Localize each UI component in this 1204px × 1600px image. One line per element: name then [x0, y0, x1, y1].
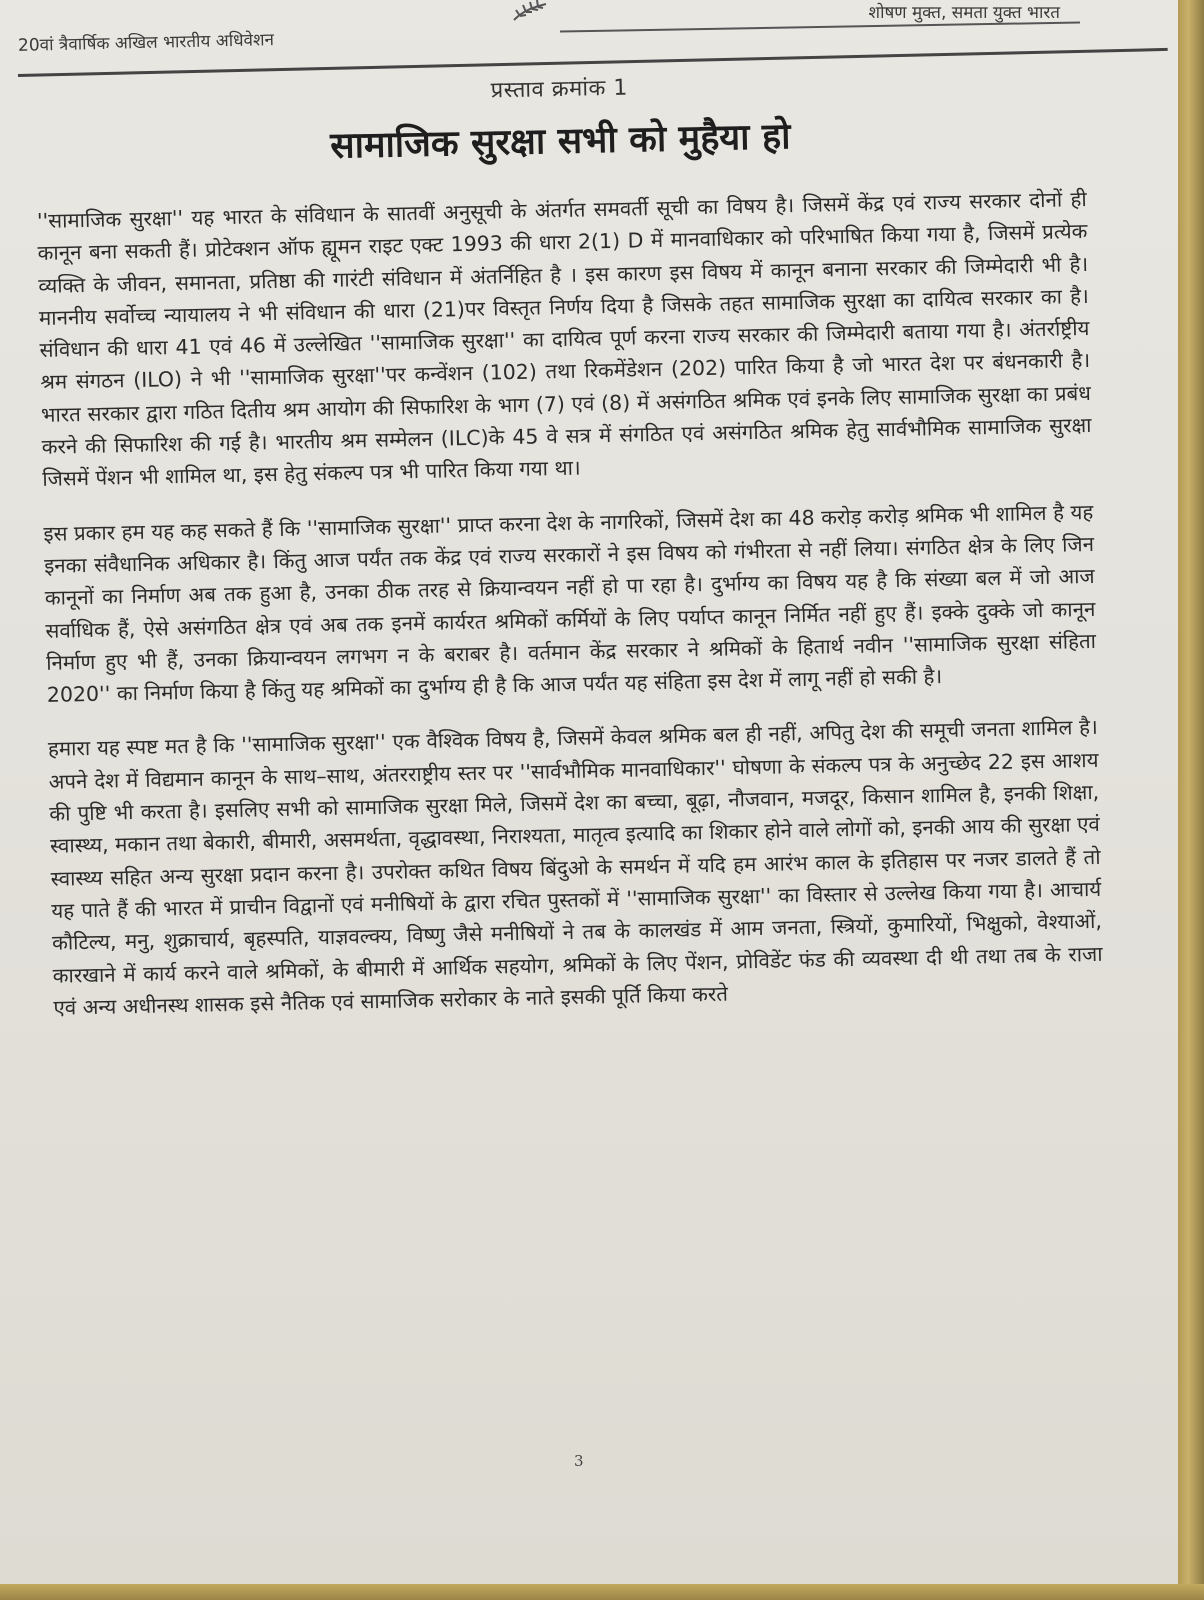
slogan: शोषण मुक्त, समता युक्त भारत [868, 3, 1060, 23]
page-content [34, 58, 1104, 1046]
paragraph: ''सामाजिक सुरक्षा'' यह भारत के संविधान के सातवीं अनुसूची के अंतर्गत समवर्ती सूची का विषय है। जिसमें केंद्र एवं राज्य सरकार दोनों ही कानून बना सकती हैं। प्रोटेक्शन ऑफ ह्यूमन राइट एक्ट 1993 की धारा 2(1) D में मानवाधिकार को परिभाषित किया गया है, जिसमें प्रत्येक व्यक्ति के जीवन, समानता, प्रतिष्ठा की गारंटी संविधान में अंतर्निहित है । इस कारण इस विषय में कानून बनाना सरकार की जिम्मेदारी भी है। माननीय सर्वोच्च न्यायालय ने भी संविधान की धारा (21)पर विस्तृत निर्णय दिया है जिसके तहत सामाजिक सुरक्षा का दायित्व सरकार का है। संविधान की धारा 41 एवं 46 में उल्लेखित ''सामाजिक सुरक्षा'' का दायित्व पूर्ण करना राज्य सरकार की जिम्मेदारी बताया गया है। अंतर्राष्ट्रीय श्रम संगठन (ILO) ने भी ''सामाजिक सुरक्षा''पर कन्वेंशन (102) तथा रिकमेंडेशन (202) पारित किया है जो भारत देश पर बंधनकारी है। भारत सरकार द्वारा गठित दितीय श्रम आयोग की सिफारिश के भाग (7) एवं (8) में असंगठित श्रमिक एवं इनके लिए सामाजिक सुरक्षा का प्रबंध करने की सिफारिश की गई है। भारतीय श्रम सम्मेलन (ILC)के 45 वे सत्र में संगठित एवं असंगठित श्रमिक हेतु सार्वभौमिक सामाजिक सुरक्षा जिसमें पेंशन भी शामिल था, इस हेतु संकल्प पत्र भी पारित किया गया था। [36, 186, 1092, 492]
wheat-emblem-icon [510, 0, 550, 26]
paragraph: हमारा यह स्पष्ट मत है कि ''सामाजिक सुरक्षा'' एक वैश्विक विषय है, जिसमें केवल श्रमिक बल ही नहीं, अपितु देश की समूची जनता शामिल है। अपने देश में विद्यमान कानून के साथ–साथ, अंतरराष्ट्रीय स्तर पर ''सार्वभौमिक मानवाधिकार'' घोषणा के संकल्प पत्र के अनुच्छेद 22 इस आशय की पुष्टि भी करता है। इसलिए सभी को सामाजिक सुरक्षा मिले, जिसमें देश का बच्चा, बूढ़ा, नौजवान, मजदूर, किसान शामिल है, इनकी शिक्षा, स्वास्थ्य, मकान तथा बेकारी, बीमारी, असमर्थता, वृद्धावस्था, निराश्यता, मातृत्व इत्यादि का शिकार होने वाले लोगों को, इनकी आय की सुरक्षा एवं स्वास्थ्य सहित अन्य सुरक्षा प्रदान करना है। उपरोक्त कथित विषय बिंदुओ के समर्थन में यदि हम आरंभ काल के इतिहास पर नजर डालते हैं तो यह पाते हैं की भारत में प्राचीन विद्वानों एवं मनीषियों के द्वारा रचित पुस्तकों में ''सामाजिक सुरक्षा'' का विस्तार से उल्लेख किया गया है। आचार्य कौटिल्य, मनु, शुक्राचार्य, बृहस्पति, याज्ञवल्क्य, विष्णु जैसे मनीषियों ने तब के कालखंड में आम जनता, स्त्रियों, कुमारियों, भिक्षुको, वेश्याओं, कारखाने में कार्य करने वाले श्रमिकों, के बीमारी में आर्थिक सहयोग, श्रमिकों के लिए पेंशन, प्रोविडेंट फंड की व्यवस्था दी थी तथा तब के राजा एवं अन्य अधीनस्थ शासक इसे नैतिक एवं सामाजिक सरोकार के नाते इसकी पूर्ति किया करते [47, 715, 1103, 1020]
resolution-number: प्रस्ताव क्रमांक 1 [490, 75, 629, 104]
paragraph: इस प्रकार हम यह कह सकते हैं कि ''सामाजिक सुरक्षा'' प्राप्त करना देश के नागरिकों, जिसमें देश का 48 करोड़ करोड़ श्रमिक भी शामिल है यह इनका संवैधानिक अधिकार है। किंतु आज पर्यंत तक केंद्र एवं राज्य सरकारों ने इस विषय को गंभीरता से नहीं लिया। संगठित क्षेत्र के लिए जिन कानूनों का निर्माण अब तक हुआ है, उनका ठीक तरह से क्रियान्वयन नहीं हो पा रहा है। दुर्भाग्य का विषय यह है कि संख्या बल में जो आज सर्वाधिक हैं, ऐसे असंगठित क्षेत्र एवं अब तक इनमें कार्यरत श्रमिकों कर्मियों के लिए पर्याप्त कानून निर्मित नहीं हुए हैं। इक्के दुक्के जो कानून निर्माण हुए भी हैं, उनका क्रियान्वयन लगभग न के बराबर है। वर्तमान केंद्र सरकार ने श्रमिकों के हितार्थ नवीन ''सामाजिक सुरक्षा संहिता 2020'' का निर्माण किया है किंतु यह श्रमिकों का दुर्भाग्य ही है कि आज पर्यंत यह संहिता इस देश में लागू नहीं हो सकी है। [43, 499, 1097, 708]
page-title: सामाजिक सुरक्षा सभी को मुहैया हो [329, 116, 791, 167]
book-bottom-edge [0, 1584, 1204, 1600]
convention-title: 20वां त्रैवार्षिक अखिल भारतीय अधिवेशन [17, 30, 275, 56]
page-number: 3 [574, 1452, 584, 1470]
book-page-edge [1178, 0, 1204, 1600]
